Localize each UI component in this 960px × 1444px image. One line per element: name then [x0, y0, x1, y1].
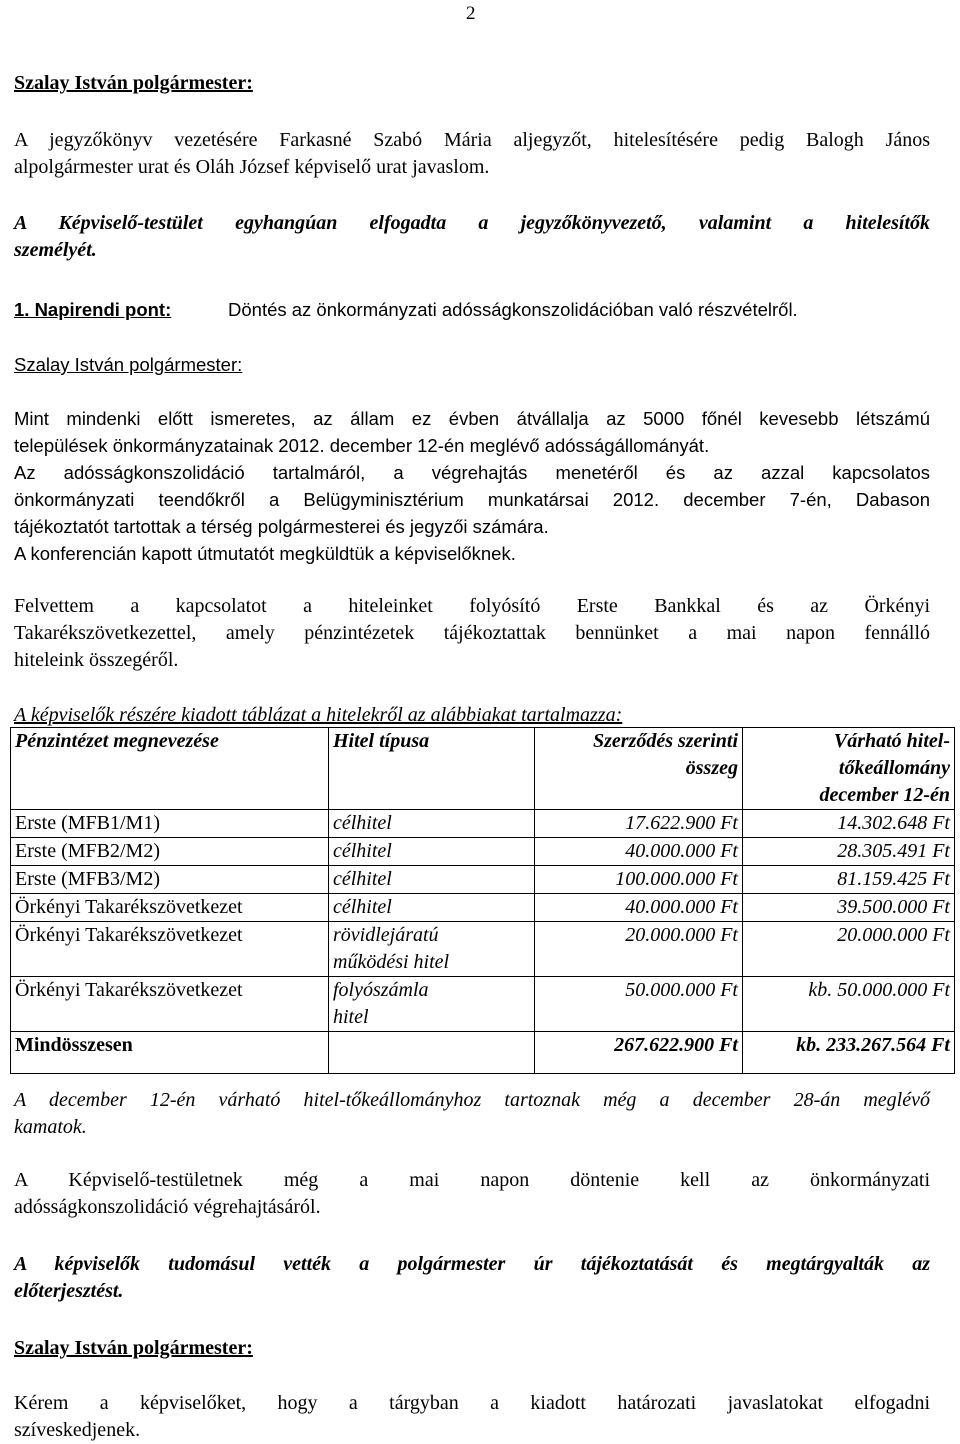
- cell-institution: Erste (MFB1/M1): [11, 810, 329, 838]
- header-line: Várható hitel-: [833, 730, 950, 752]
- header-line: Szerződés szerinti: [592, 730, 738, 752]
- paragraph-line: önkormányzati teendőkről a Belügyminisztérium munkatársai 2012. december 7-én, Dabason: [14, 489, 930, 510]
- cell-loan-type: célhitel: [329, 894, 535, 922]
- paragraph-decision-needed: [14, 1167, 930, 1221]
- cell-expected: 28.305.491 Ft: [743, 838, 955, 866]
- cell-line: működési hitel: [333, 951, 450, 973]
- cell-expected: 81.159.425 Ft: [743, 866, 955, 894]
- header-expected-balance: [743, 728, 955, 810]
- paragraph-request: [14, 1390, 930, 1444]
- resolution-acknowledged: [14, 1251, 930, 1305]
- paragraph-line: tájékoztatót tartottak a térség polgármesterei és jegyzői számára.: [14, 516, 549, 537]
- table-row: [11, 810, 955, 838]
- cell-total-expected: kb. 233.267.564 Ft: [743, 1032, 955, 1074]
- cell-contract: 50.000.000 Ft: [535, 977, 743, 1032]
- cell-contract: 20.000.000 Ft: [535, 922, 743, 977]
- paragraph-line: A Képviselő-testületnek még a mai napon döntenie kell az önkormányzati: [14, 1169, 930, 1191]
- resolution-approval: [14, 210, 930, 264]
- paragraph-bank-contact: [14, 593, 930, 674]
- table-total-row: [11, 1032, 955, 1074]
- header-line: december 12-én: [819, 784, 950, 806]
- cell-institution: Erste (MFB2/M2): [11, 838, 329, 866]
- table-row: [11, 838, 955, 866]
- cell-loan-type: célhitel: [329, 838, 535, 866]
- agenda-title: Döntés az önkormányzati adósságkonszolidációban való részvételről.: [228, 299, 798, 320]
- paragraph-line: A konferencián kapott útmutatót megküldtük a képviselőknek.: [14, 543, 516, 564]
- loans-table: [10, 727, 955, 1074]
- table-row: [11, 922, 955, 977]
- note-interest: [14, 1087, 930, 1141]
- note-line: kamatok.: [14, 1116, 87, 1138]
- resolution-line: A képviselők tudomásul vették a polgármester úr tájékoztatását és megtárgyalták az: [14, 1253, 930, 1275]
- speaker-heading: Szalay István polgármester:: [14, 1337, 253, 1359]
- paragraph-line: Takarékszövetkezettel, amely pénzintézetek tájékoztattak bennünket a mai napon fennálló: [14, 622, 930, 644]
- header-line: tőkeállomány: [838, 757, 950, 779]
- page-number: 2: [466, 3, 476, 24]
- table-row: [11, 866, 955, 894]
- cell-institution: Örkényi Takarékszövetkezet: [11, 977, 329, 1032]
- cell-line: hitel: [333, 1006, 369, 1028]
- agenda-label: 1. Napirendi pont:: [14, 299, 172, 320]
- speaker-heading: Szalay István polgármester:: [14, 72, 253, 94]
- cell-loan-type: célhitel: [329, 810, 535, 838]
- paragraph-line: települések önkormányzatainak 2012. december 12-én meglévő adósságállományát.: [14, 435, 710, 456]
- cell-institution: Örkényi Takarékszövetkezet: [11, 894, 329, 922]
- header-institution: Pénzintézet megnevezése: [11, 728, 329, 810]
- cell-total-contract: 267.622.900 Ft: [535, 1032, 743, 1074]
- table-row: [11, 977, 955, 1032]
- paragraph-debt-consolidation: [14, 405, 930, 567]
- header-loan-type: Hitel típusa: [329, 728, 535, 810]
- paragraph-line: A jegyzőkönyv vezetésére Farkasné Szabó Mária aljegyzőt, hitelesítésére pedig Balogh János: [14, 129, 930, 151]
- cell-line: rövidlejáratú: [333, 924, 439, 946]
- cell-total-empty: [329, 1032, 535, 1074]
- paragraph-line: adósságkonszolidáció végrehajtásáról.: [14, 1196, 321, 1218]
- cell-contract: 40.000.000 Ft: [535, 838, 743, 866]
- cell-contract: 100.000.000 Ft: [535, 866, 743, 894]
- cell-loan-type: [329, 922, 535, 977]
- cell-contract: 17.622.900 Ft: [535, 810, 743, 838]
- paragraph-line: Az adósságkonszolidáció tartalmáról, a végrehajtás menetéről és az azzal kapcsolatos: [14, 462, 930, 483]
- paragraph-line: alpolgármester urat és Oláh József képviselő urat javaslom.: [14, 156, 490, 178]
- paragraph-line: hiteleink összegéről.: [14, 649, 179, 671]
- paragraph-line: Kérem a képviselőket, hogy a tárgyban a kiadott határozati javaslatokat elfogadni: [14, 1392, 930, 1414]
- resolution-line: A Képviselő-testület egyhangúan elfogadta a jegyzőkönyvezető, valamint a hitelesítők: [14, 212, 930, 234]
- table-intro: A képviselők részére kiadott táblázat a hitelekről az alábbiakat tartalmazza:: [14, 704, 623, 726]
- table-header-row: [11, 728, 955, 810]
- table-row: [11, 894, 955, 922]
- cell-loan-type: célhitel: [329, 866, 535, 894]
- cell-line: folyószámla: [333, 979, 429, 1001]
- cell-institution: Örkényi Takarékszövetkezet: [11, 922, 329, 977]
- header-contract-amount: [535, 728, 743, 810]
- resolution-line: személyét.: [14, 239, 97, 261]
- cell-expected: 14.302.648 Ft: [743, 810, 955, 838]
- paragraph-line: Mint mindenki előtt ismeretes, az állam ez évben átvállalja az 5000 főnél kevesebb létszámú: [14, 408, 930, 429]
- speaker-heading: Szalay István polgármester:: [14, 354, 243, 375]
- cell-total-label: Mindösszesen: [11, 1032, 329, 1074]
- note-line: A december 12-én várható hitel-tőkeállományhoz tartoznak még a december 28-án meglévő: [14, 1089, 930, 1111]
- resolution-line: előterjesztést.: [14, 1280, 124, 1302]
- paragraph-minutes-keepers: [14, 127, 930, 181]
- paragraph-line: Felvettem a kapcsolatot a hiteleinket folyósító Erste Bankkal és az Örkényi: [14, 595, 930, 617]
- cell-expected: 39.500.000 Ft: [743, 894, 955, 922]
- cell-expected: kb. 50.000.000 Ft: [743, 977, 955, 1032]
- cell-loan-type: [329, 977, 535, 1032]
- paragraph-line: szíveskedjenek.: [14, 1419, 141, 1441]
- cell-expected: 20.000.000 Ft: [743, 922, 955, 977]
- cell-contract: 40.000.000 Ft: [535, 894, 743, 922]
- header-line: összeg: [685, 757, 738, 779]
- cell-institution: Erste (MFB3/M2): [11, 866, 329, 894]
